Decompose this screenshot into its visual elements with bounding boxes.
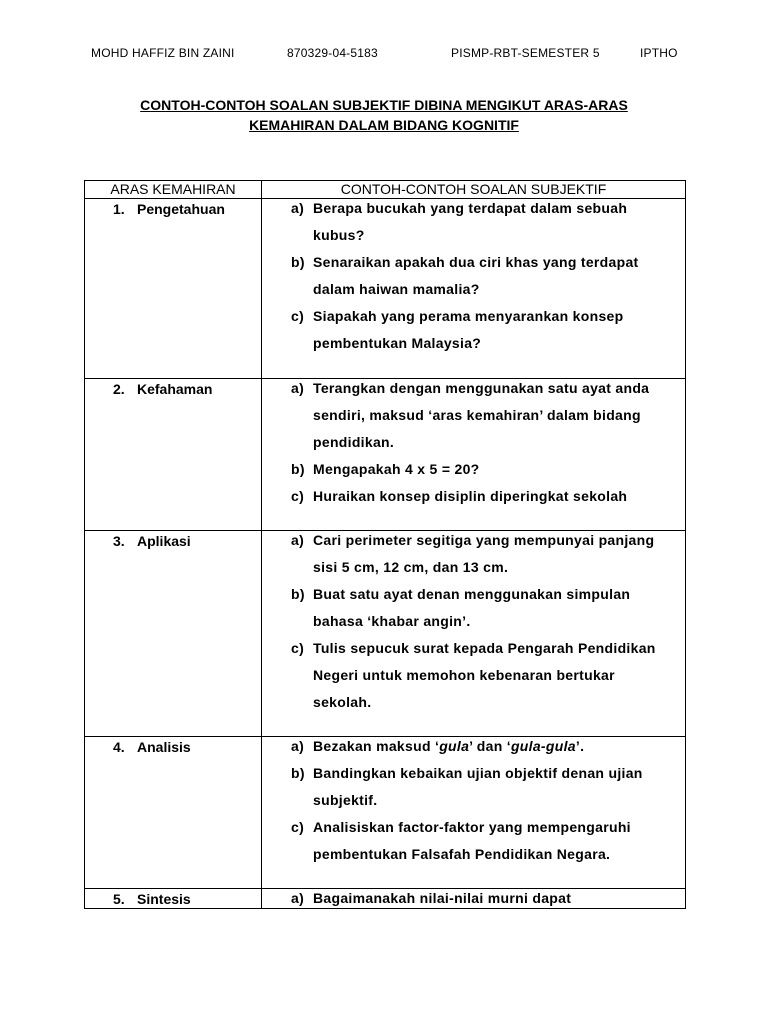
questions-cell (262, 737, 686, 889)
question-item: c) Analisiskan factor-faktor yang mempengaruhi pembentukan Falsafah Pendidikan Negara. (291, 819, 631, 862)
question-item: b) Senaraikan apakah dua ciri khas yang terdapat dalam haiwan mamalia? (291, 254, 639, 297)
level-cell (85, 379, 262, 531)
level-label: 5. Sintesis (113, 891, 191, 907)
title-line-1: CONTOH-CONTOH SOALAN SUBJEKTIF DIBINA MENGIKUT ARAS-ARAS (140, 97, 628, 113)
document-header (0, 46, 768, 62)
column-header-level: ARAS KEMAHIRAN (85, 181, 262, 199)
question-item: b) Mengapakah 4 x 5 = 20? (291, 461, 480, 477)
table-row (85, 379, 686, 531)
questions-cell (262, 889, 686, 909)
table-row (85, 199, 686, 379)
level-cell (85, 531, 262, 737)
question-item: a) Cari perimeter segitiga yang mempunyai panjang sisi 5 cm, 12 cm, dan 13 cm. (291, 532, 655, 575)
level-cell (85, 199, 262, 379)
table-row (85, 531, 686, 737)
questions-table (84, 180, 686, 909)
level-label: 2. Kefahaman (113, 381, 213, 397)
table-row (85, 889, 686, 909)
question-item: a) Bagaimanakah nilai-nilai murni dapat (291, 890, 572, 906)
question-item: c) Tulis sepucuk surat kepada Pengarah Pendidikan Negeri untuk memohon kebenaran bertukar sekolah. (291, 640, 656, 710)
questions-cell (262, 199, 686, 379)
question-item: a) Berapa bucukah yang terdapat dalam sebuah kubus? (291, 200, 628, 243)
questions-cell (262, 531, 686, 737)
level-label: 4. Analisis (113, 739, 191, 755)
question-item: a) Bezakan maksud ‘gula’ dan ‘gula-gula’. (291, 738, 585, 754)
table-row (85, 737, 686, 889)
document-title (84, 95, 684, 135)
question-item: b) Buat satu ayat denan menggunakan simpulan bahasa ‘khabar angin’. (291, 586, 631, 629)
institute-code: IPTHO (640, 46, 678, 60)
questions-cell (262, 379, 686, 531)
question-item: c) Huraikan konsep disiplin diperingkat sekolah (291, 488, 628, 504)
level-label: 3. Aplikasi (113, 533, 191, 549)
course-info: PISMP-RBT-SEMESTER 5 (451, 46, 600, 60)
level-label: 1. Pengetahuan (113, 201, 225, 217)
column-header-questions: CONTOH-CONTOH SOALAN SUBJEKTIF (262, 181, 686, 199)
question-item: a) Terangkan dengan menggunakan satu ayat anda sendiri, maksud ‘aras kemahiran’ dalam bidang pendidikan. (291, 380, 650, 450)
question-item: c) Siapakah yang perama menyarankan konsep pembentukan Malaysia? (291, 308, 624, 351)
student-name: MOHD HAFFIZ BIN ZAINI (91, 46, 235, 60)
title-line-2: KEMAHIRAN DALAM BIDANG KOGNITIF (249, 117, 519, 133)
level-cell (85, 889, 262, 909)
level-cell (85, 737, 262, 889)
student-id: 870329-04-5183 (287, 46, 378, 60)
question-item: b) Bandingkan kebaikan ujian objektif denan ujian subjektif. (291, 765, 643, 808)
